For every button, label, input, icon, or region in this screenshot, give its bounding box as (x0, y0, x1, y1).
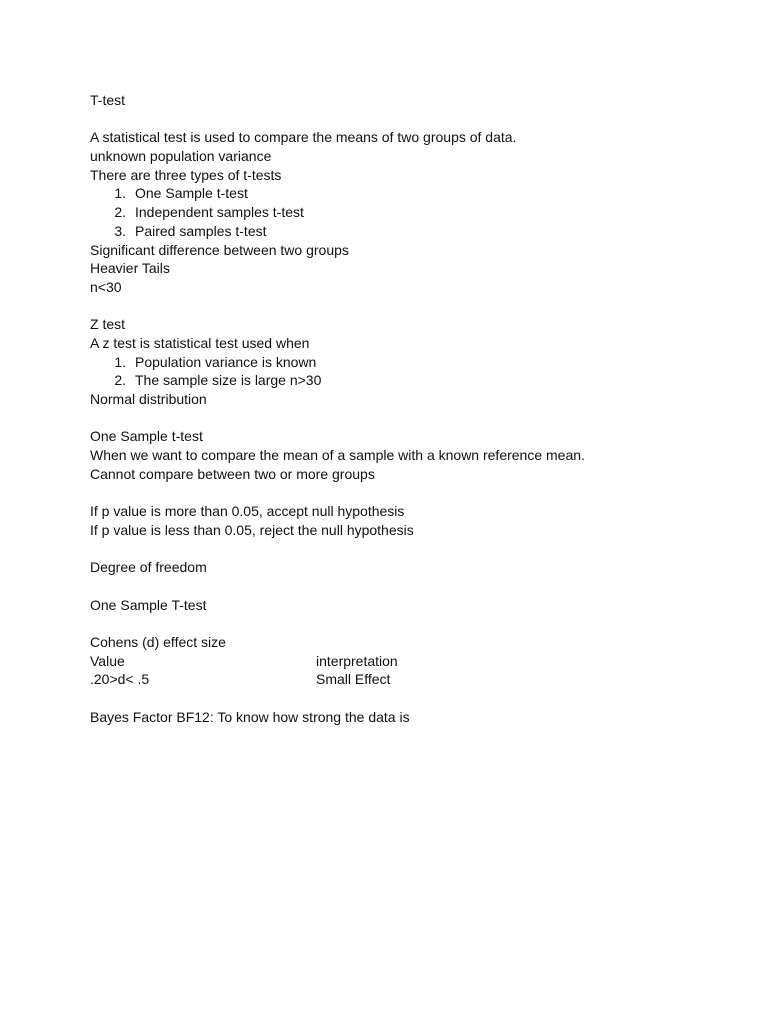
one-sample-T-heading: One Sample T-test (90, 596, 207, 613)
document-body (90, 91, 710, 726)
ttest-variance-note: unknown population variance (90, 148, 272, 165)
ttest-heading: T-test (90, 92, 126, 108)
list-text: Independent samples t-test (135, 204, 304, 221)
spacer (90, 540, 710, 559)
ztest-heading: Z test (90, 316, 126, 333)
list-text: Paired samples t-test (135, 222, 267, 239)
bayes-factor-note: Bayes Factor BF12: To know how strong the data is (90, 708, 410, 725)
pvalue-reject-rule: If p value is less than 0.05, reject the null hypothesis (90, 521, 414, 538)
list-number: 2. (114, 372, 126, 389)
spacer (90, 297, 710, 316)
list-number: 2. (114, 204, 126, 221)
pvalue-accept-rule: If p value is more than 0.05, accept null hypothesis (90, 503, 405, 520)
table-row (90, 670, 710, 689)
list-item (90, 203, 710, 222)
degree-of-freedom: Degree of freedom (90, 559, 207, 576)
spacer (90, 614, 710, 633)
spacer (90, 483, 710, 502)
cohens-heading: Cohens (d) effect size (90, 633, 226, 650)
ttest-note-significant: Significant difference between two groups (90, 241, 349, 258)
cohens-table (90, 652, 710, 689)
ttest-definition: A statistical test is used to compare the means of two groups of data. (90, 129, 517, 146)
one-sample-limitation: Cannot compare between two or more groups (90, 465, 375, 482)
list-number: 3. (114, 222, 126, 239)
list-item (90, 222, 710, 241)
one-sample-heading: One Sample t-test (90, 428, 203, 445)
spacer (90, 689, 710, 708)
ztest-definition: A z test is statistical test used when (90, 334, 310, 351)
ztest-conditions-list (90, 353, 710, 390)
spacer (90, 409, 710, 428)
list-text: One Sample t-test (135, 185, 248, 202)
list-item (90, 184, 710, 203)
ttest-types-intro: There are three types of t-tests (90, 166, 282, 183)
column-header-interpretation: interpretation (316, 652, 398, 669)
one-sample-definition: When we want to compare the mean of a sample with a known reference mean. (90, 447, 585, 464)
list-number: 1. (114, 353, 126, 370)
list-number: 1. (114, 185, 126, 202)
list-text: The sample size is large n>30 (135, 372, 322, 389)
spacer (90, 577, 710, 596)
ztest-note: Normal distribution (90, 391, 207, 407)
ttest-note-sample-size: n<30 (90, 278, 122, 295)
ttest-types-list (90, 184, 710, 240)
list-item (90, 371, 710, 390)
column-header-value: Value (90, 652, 125, 669)
cohens-header-row (90, 652, 710, 671)
list-item (90, 353, 710, 372)
cell-value: .20>d< .5 (90, 671, 150, 688)
list-text: Population variance is known (135, 353, 317, 370)
spacer (90, 110, 710, 129)
ttest-note-tails: Heavier Tails (90, 260, 170, 277)
cell-interpretation: Small Effect (316, 671, 391, 688)
